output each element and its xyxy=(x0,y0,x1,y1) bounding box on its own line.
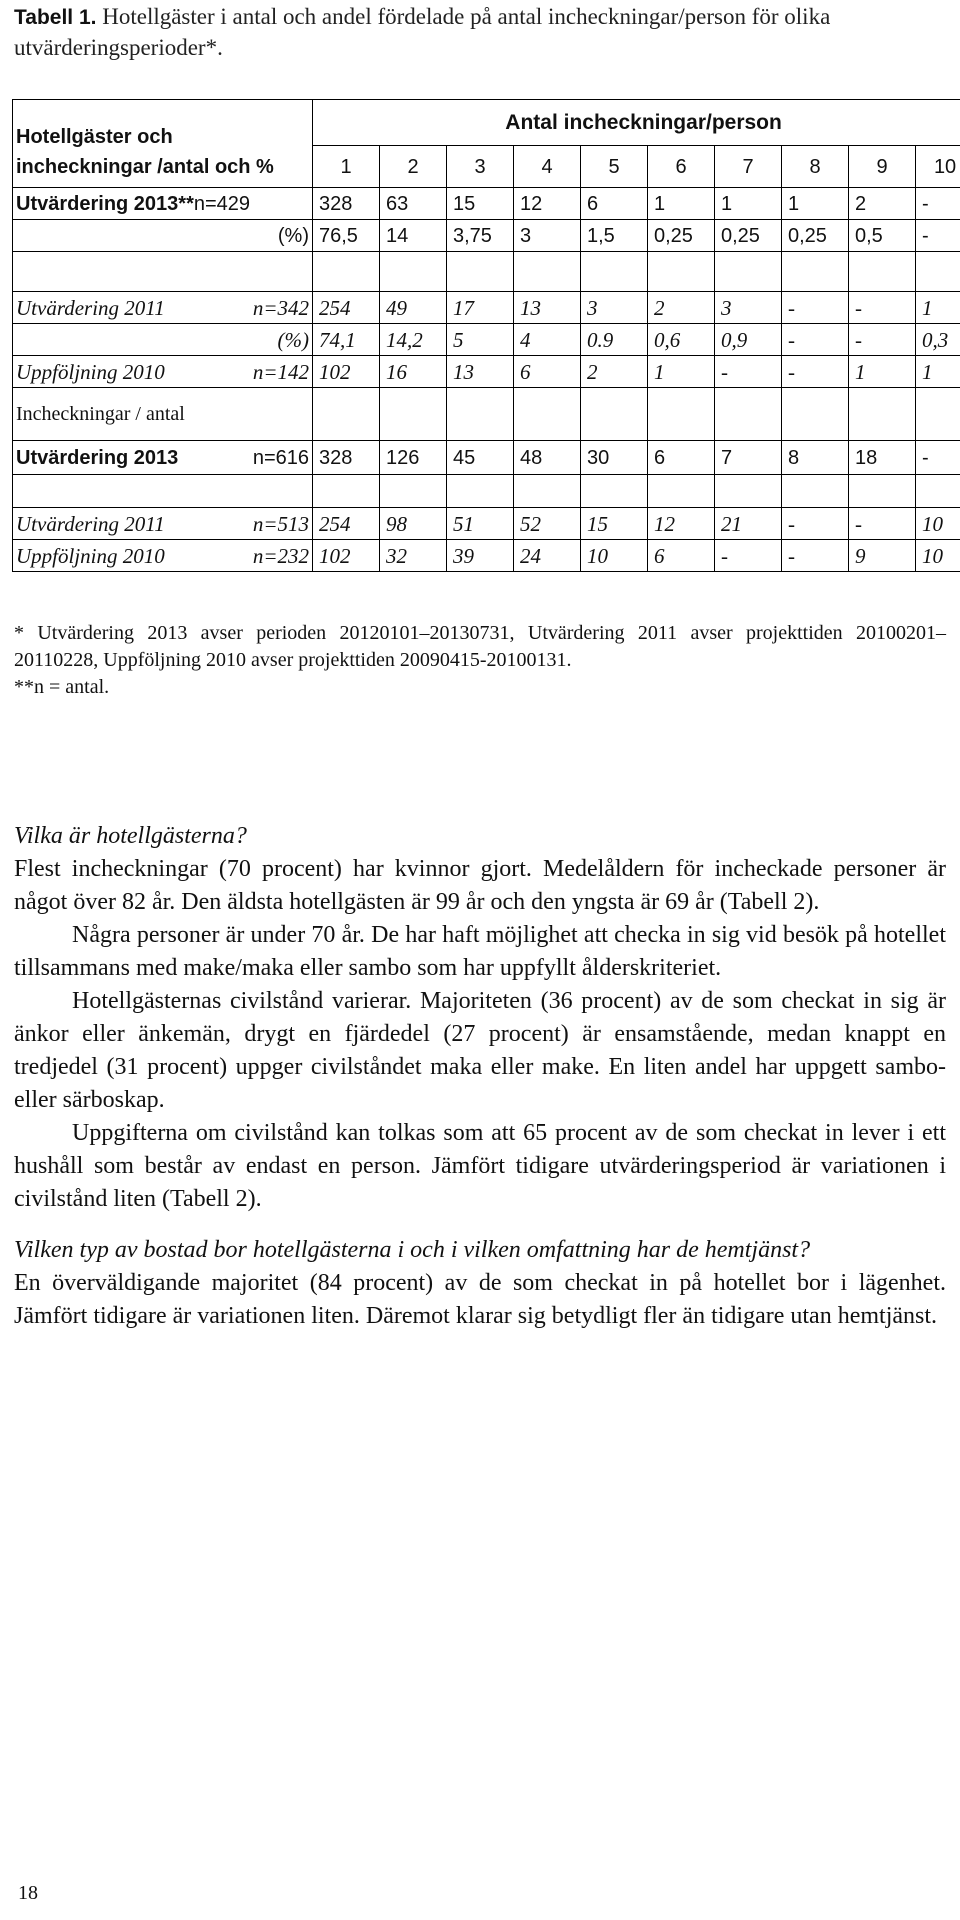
table-cell xyxy=(514,475,581,508)
table-cell: 15 xyxy=(581,508,648,540)
table-cell xyxy=(581,252,648,292)
header-left: Hotellgäster och incheckningar /antal och % xyxy=(13,100,313,188)
table-cell: 30 xyxy=(581,441,648,475)
table-cell: 52 xyxy=(514,508,581,540)
table-cell: 24 xyxy=(514,540,581,572)
table-cell xyxy=(715,475,782,508)
table-cell: 51 xyxy=(447,508,514,540)
table-cell: 8 xyxy=(782,441,849,475)
section-heading: Vilken typ av bostad bor hotellgästerna i och i vilken omfattning har de hemtjänst? xyxy=(14,1237,811,1263)
table-cell xyxy=(648,252,715,292)
table-cell: 4 xyxy=(514,324,581,356)
col-header: 8 xyxy=(782,146,849,188)
table-body xyxy=(13,188,960,572)
table-cell: 1 xyxy=(916,356,960,388)
table-cell: - xyxy=(715,540,782,572)
table-cell: 328 xyxy=(313,188,380,220)
table-cell xyxy=(648,475,715,508)
table-cell: - xyxy=(715,356,782,388)
table-cell: 49 xyxy=(380,292,447,324)
table-cell: 1 xyxy=(782,188,849,220)
table-cell xyxy=(514,388,581,441)
page-number: 18 xyxy=(18,1882,38,1904)
row-label: Utvärdering 2013 xyxy=(16,446,179,469)
table-cell: 102 xyxy=(313,540,380,572)
table-cell xyxy=(581,388,648,441)
table-cell: 254 xyxy=(313,292,380,324)
col-header: 1 xyxy=(313,146,380,188)
table-cell: 98 xyxy=(380,508,447,540)
table-cell: 12 xyxy=(648,508,715,540)
row-n: n=513 xyxy=(252,511,309,536)
table-row xyxy=(13,356,960,388)
table-cell: 0,25 xyxy=(715,220,782,252)
table-cell: - xyxy=(916,220,960,252)
row-label-cell xyxy=(13,508,313,540)
table-cell: 76,5 xyxy=(313,220,380,252)
n-note: **n = antal. xyxy=(14,676,110,698)
table-cell: 6 xyxy=(648,540,715,572)
table-cell: 1,5 xyxy=(581,220,648,252)
row-n: n=342 xyxy=(252,295,309,320)
table-cell xyxy=(916,252,960,292)
table-cell xyxy=(313,252,380,292)
paragraph: Hotellgästernas civilstånd varierar. Majoriteten (36 procent) av de som checkat in sig är änkor eller änkemän, drygt en fjärdedel (27 procent) är ensamstående, medan knappt en tredjedel (31 procent) uppger civilståndet maka eller make. En liten andel har uppgett sambo- eller särboskap. xyxy=(14,988,946,1113)
table-cell xyxy=(447,475,514,508)
row-label-cell xyxy=(13,356,313,388)
table-cell: 1 xyxy=(849,356,916,388)
col-header: 7 xyxy=(715,146,782,188)
row-n: n=429 xyxy=(193,192,251,215)
table-row xyxy=(13,540,960,572)
table-cell: 1 xyxy=(715,188,782,220)
table-row xyxy=(13,324,960,356)
table-cell: 32 xyxy=(380,540,447,572)
paragraph: Flest incheckningar (70 procent) har kvinnor gjort. Medelåldern för incheckade personer är något över 82 år. Den äldsta hotellgästen är 99 år och den yngsta är 69 år (Tabell 2). xyxy=(14,856,946,915)
table-cell: 3 xyxy=(581,292,648,324)
table-cell: - xyxy=(849,292,916,324)
table-cell: 0.9 xyxy=(581,324,648,356)
col-header: 2 xyxy=(380,146,447,188)
table-cell: 126 xyxy=(380,441,447,475)
table-cell: 17 xyxy=(447,292,514,324)
table-row xyxy=(13,475,960,508)
col-header: 10 xyxy=(916,146,960,188)
table-cell: 0,6 xyxy=(648,324,715,356)
row-label-cell xyxy=(13,475,313,508)
table-cell: 0,5 xyxy=(849,220,916,252)
table-cell xyxy=(849,252,916,292)
table-cell: 6 xyxy=(581,188,648,220)
row-n: n=142 xyxy=(252,359,309,384)
table-row xyxy=(13,220,960,252)
table-cell: 0,3 xyxy=(916,324,960,356)
table-cell xyxy=(849,388,916,441)
table-cell: 6 xyxy=(514,356,581,388)
table-cell: 1 xyxy=(648,356,715,388)
table-cell: 21 xyxy=(715,508,782,540)
table-cell: 74,1 xyxy=(313,324,380,356)
table-cell xyxy=(447,252,514,292)
table-cell xyxy=(313,475,380,508)
table-cell xyxy=(782,475,849,508)
table-cell xyxy=(380,475,447,508)
table-cell: 14 xyxy=(380,220,447,252)
table-cell: - xyxy=(916,188,960,220)
table-cell: 2 xyxy=(648,292,715,324)
caption-label: Tabell 1. xyxy=(14,6,97,29)
table-cell xyxy=(581,475,648,508)
table-cell: - xyxy=(782,292,849,324)
table-cell: 13 xyxy=(514,292,581,324)
caption-text: Hotellgäster i antal och andel fördelade på antal incheckningar/person för olika utvärderingsperioder*. xyxy=(14,4,831,60)
row-label: Uppföljning 2010 xyxy=(16,543,165,568)
col-header: 3 xyxy=(447,146,514,188)
row-label-cell xyxy=(13,292,313,324)
row-label-cell xyxy=(13,540,313,572)
table-row xyxy=(13,188,960,220)
row-label-cell xyxy=(13,388,313,441)
table-cell: 6 xyxy=(648,441,715,475)
section-heading: Vilka är hotellgästerna? xyxy=(14,823,247,849)
row-label: Incheckningar / antal xyxy=(16,403,185,425)
table-cell: 0,25 xyxy=(782,220,849,252)
table-cell xyxy=(447,388,514,441)
row-n: (%) xyxy=(277,224,309,247)
row-label-cell xyxy=(13,441,313,475)
col-header: 6 xyxy=(648,146,715,188)
table-cell: 45 xyxy=(447,441,514,475)
table-cell xyxy=(849,475,916,508)
table-cell: 10 xyxy=(916,540,960,572)
table-cell: 39 xyxy=(447,540,514,572)
paragraph: En överväldigande majoritet (84 procent) av de som checkat in på hotellet bor i lägenhet. Jämfört tidigare är variationen liten. Däremot klarar sig betydligt fler än tidigare utan hemtjänst. xyxy=(14,1270,946,1329)
table-cell: 63 xyxy=(380,188,447,220)
table-cell xyxy=(648,388,715,441)
row-label: Utvärdering 2011 xyxy=(16,295,165,320)
table-cell xyxy=(715,388,782,441)
table-cell xyxy=(380,252,447,292)
table-cell: - xyxy=(782,540,849,572)
table-cell: 9 xyxy=(849,540,916,572)
table-cell xyxy=(514,252,581,292)
table-cell: 5 xyxy=(447,324,514,356)
table-cell: 1 xyxy=(648,188,715,220)
row-label-cell xyxy=(13,324,313,356)
table-cell: 2 xyxy=(849,188,916,220)
table-row xyxy=(13,508,960,540)
row-label: Utvärdering 2013** xyxy=(16,192,194,215)
table-cell: 12 xyxy=(514,188,581,220)
table-cell: 3,75 xyxy=(447,220,514,252)
table-cell: 0,25 xyxy=(648,220,715,252)
table-cell xyxy=(715,252,782,292)
table-cell xyxy=(916,388,960,441)
footnote: * Utvärdering 2013 avser perioden 20120101–20130731, Utvärdering 2011 avser projekttiden 20100201–20110228, Uppföljning 2010 avser projekttiden 20090415-20100131. xyxy=(14,622,946,671)
table-cell xyxy=(782,388,849,441)
table-cell: - xyxy=(916,441,960,475)
table-row xyxy=(13,292,960,324)
col-header: 4 xyxy=(514,146,581,188)
table-cell: 3 xyxy=(715,292,782,324)
body-text xyxy=(14,820,946,1333)
table-row xyxy=(13,252,960,292)
table-cell: 1 xyxy=(916,292,960,324)
row-label-cell xyxy=(13,188,313,220)
paragraph: Några personer är under 70 år. De har haft möjlighet att checka in sig vid besök på hotellet tillsammans med make/maka eller sambo som har uppfyllt ålderskriteriet. xyxy=(14,922,946,981)
row-n: (%) xyxy=(277,327,309,352)
header-group: Antal incheckningar/person xyxy=(313,100,960,146)
table-cell: 15 xyxy=(447,188,514,220)
table-cell: 14,2 xyxy=(380,324,447,356)
table-cell: 18 xyxy=(849,441,916,475)
row-label: Utvärdering 2011 xyxy=(16,511,165,536)
table-cell: 10 xyxy=(581,540,648,572)
table-cell: 3 xyxy=(514,220,581,252)
table-cell xyxy=(313,388,380,441)
row-label: Uppföljning 2010 xyxy=(16,359,165,384)
table-cell: - xyxy=(782,508,849,540)
table-row xyxy=(13,441,960,475)
table-cell: 13 xyxy=(447,356,514,388)
table-cell: 328 xyxy=(313,441,380,475)
table-cell: 254 xyxy=(313,508,380,540)
table-cell: 102 xyxy=(313,356,380,388)
table-cell xyxy=(916,475,960,508)
statistics-table xyxy=(12,99,960,572)
table-cell: - xyxy=(849,508,916,540)
table-cell: 10 xyxy=(916,508,960,540)
table-cell: 16 xyxy=(380,356,447,388)
table-cell: - xyxy=(849,324,916,356)
row-label-cell xyxy=(13,220,313,252)
table-cell: - xyxy=(782,356,849,388)
paragraph: Uppgifterna om civilstånd kan tolkas som att 65 procent av de som checkat in lever i ett hushåll som består av endast en person. Jämfört tidigare utvärderingsperiod är variationen i civilstånd liten (Tabell 2). xyxy=(14,1120,946,1212)
table-cell: 0,9 xyxy=(715,324,782,356)
col-header: 5 xyxy=(581,146,648,188)
table-cell: 2 xyxy=(581,356,648,388)
row-n: n=232 xyxy=(252,543,309,568)
table-cell xyxy=(380,388,447,441)
table-cell: - xyxy=(782,324,849,356)
table-cell: 7 xyxy=(715,441,782,475)
col-header: 9 xyxy=(849,146,916,188)
row-n: n=616 xyxy=(252,446,309,469)
table-cell: 48 xyxy=(514,441,581,475)
table-cell xyxy=(782,252,849,292)
table-caption xyxy=(14,2,949,63)
row-label-cell xyxy=(13,252,313,292)
table-row xyxy=(13,388,960,441)
table-notes xyxy=(14,620,946,701)
